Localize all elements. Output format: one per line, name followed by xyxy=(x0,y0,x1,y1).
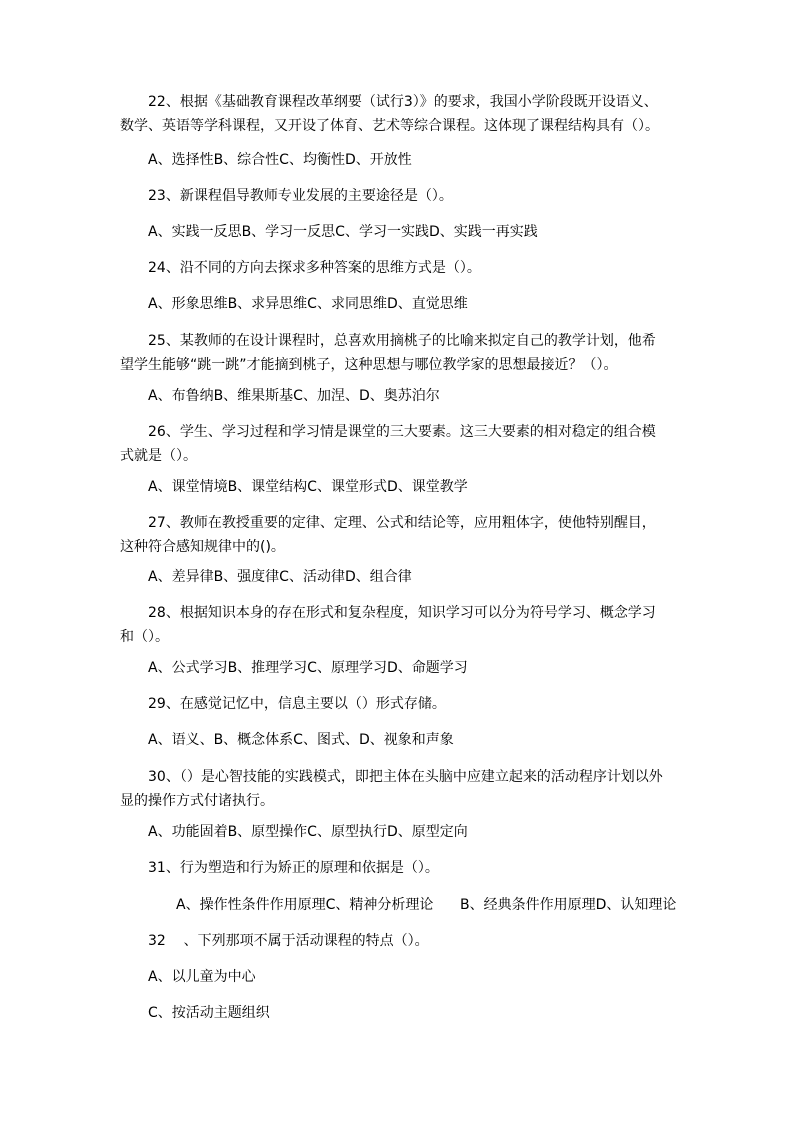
question-27: 27、教师在教授重要的定律、定理、公式和结论等，应用粗体字，使他特别醒目，这种符合感知规律中的()。 xyxy=(120,515,656,555)
question-24: 24、沿不同的方向去探求多种答案的思维方式是（）。 xyxy=(148,260,481,276)
question-30: 30、（）是心智技能的实践模式，即把主体在头脑中应建立起来的活动程序计划以外显的操作方式付诸执行。 xyxy=(120,769,663,809)
question-31: 31、行为塑造和行为矫正的原理和依据是（）。 xyxy=(148,860,439,876)
question-22: 22、根据《基础教育课程改革纲要（试行3）》的要求，我国小学阶段既开设语义、数学、英语等学科课程，又开设了体育、艺术等综合课程。这体现了课程结构具有（）。 xyxy=(120,94,659,134)
options-24: A、形象思维B、求异思维C、求同思维D、直觉思维 xyxy=(148,296,468,312)
options-22: A、选择性B、综合性C、均衡性D、开放性 xyxy=(148,152,412,168)
question-25: 25、某教师的在设计课程时，总喜欢用摘桃子的比喻来拟定自己的教学计划，他希望学生能够“跳一跳”才能摘到桃子，这种思想与哪位教学家的思想最接近？（）。 xyxy=(120,333,656,373)
question-32: 32 、下列那项不属于活动课程的特点（）。 xyxy=(148,933,429,949)
options-30: A、功能固着B、原型操作C、原型执行D、原型定向 xyxy=(148,824,468,840)
options-26: A、课堂情境B、课堂结构C、课堂形式D、课堂教学 xyxy=(148,479,468,495)
options-31: A、操作性条件作用原理C、精神分析理论 B、经典条件作用原理D、认知理论 xyxy=(176,897,677,913)
options-29: A、语义、B、概念体系C、图式、D、视象和声象 xyxy=(148,732,454,748)
question-29: 29、在感觉记忆中，信息主要以（）形式存储。 xyxy=(148,696,446,712)
question-23: 23、新课程倡导教师专业发展的主要途径是（）。 xyxy=(148,188,453,204)
options-23: A、实践一反思B、学习一反思C、学习一实践D、实践一再实践 xyxy=(148,224,538,240)
option-32-a: A、以儿童为中心 xyxy=(148,969,256,985)
options-25: A、布鲁纳B、维果斯基C、加涅、D、奥苏泊尔 xyxy=(148,388,440,404)
question-28: 28、根据知识本身的存在形式和复杂程度，知识学习可以分为符号学习、概念学习和（）。 xyxy=(120,605,656,645)
options-28: A、公式学习B、推理学习C、原理学习D、命题学习 xyxy=(148,660,468,676)
options-27: A、差异律B、强度律C、活动律D、组合律 xyxy=(148,569,412,585)
question-26: 26、学生、学习过程和学习情是课堂的三大要素。这三大要素的相对稳定的组合模式就是（）。 xyxy=(120,424,656,464)
option-32-c: C、按活动主题组织 xyxy=(148,1005,270,1021)
